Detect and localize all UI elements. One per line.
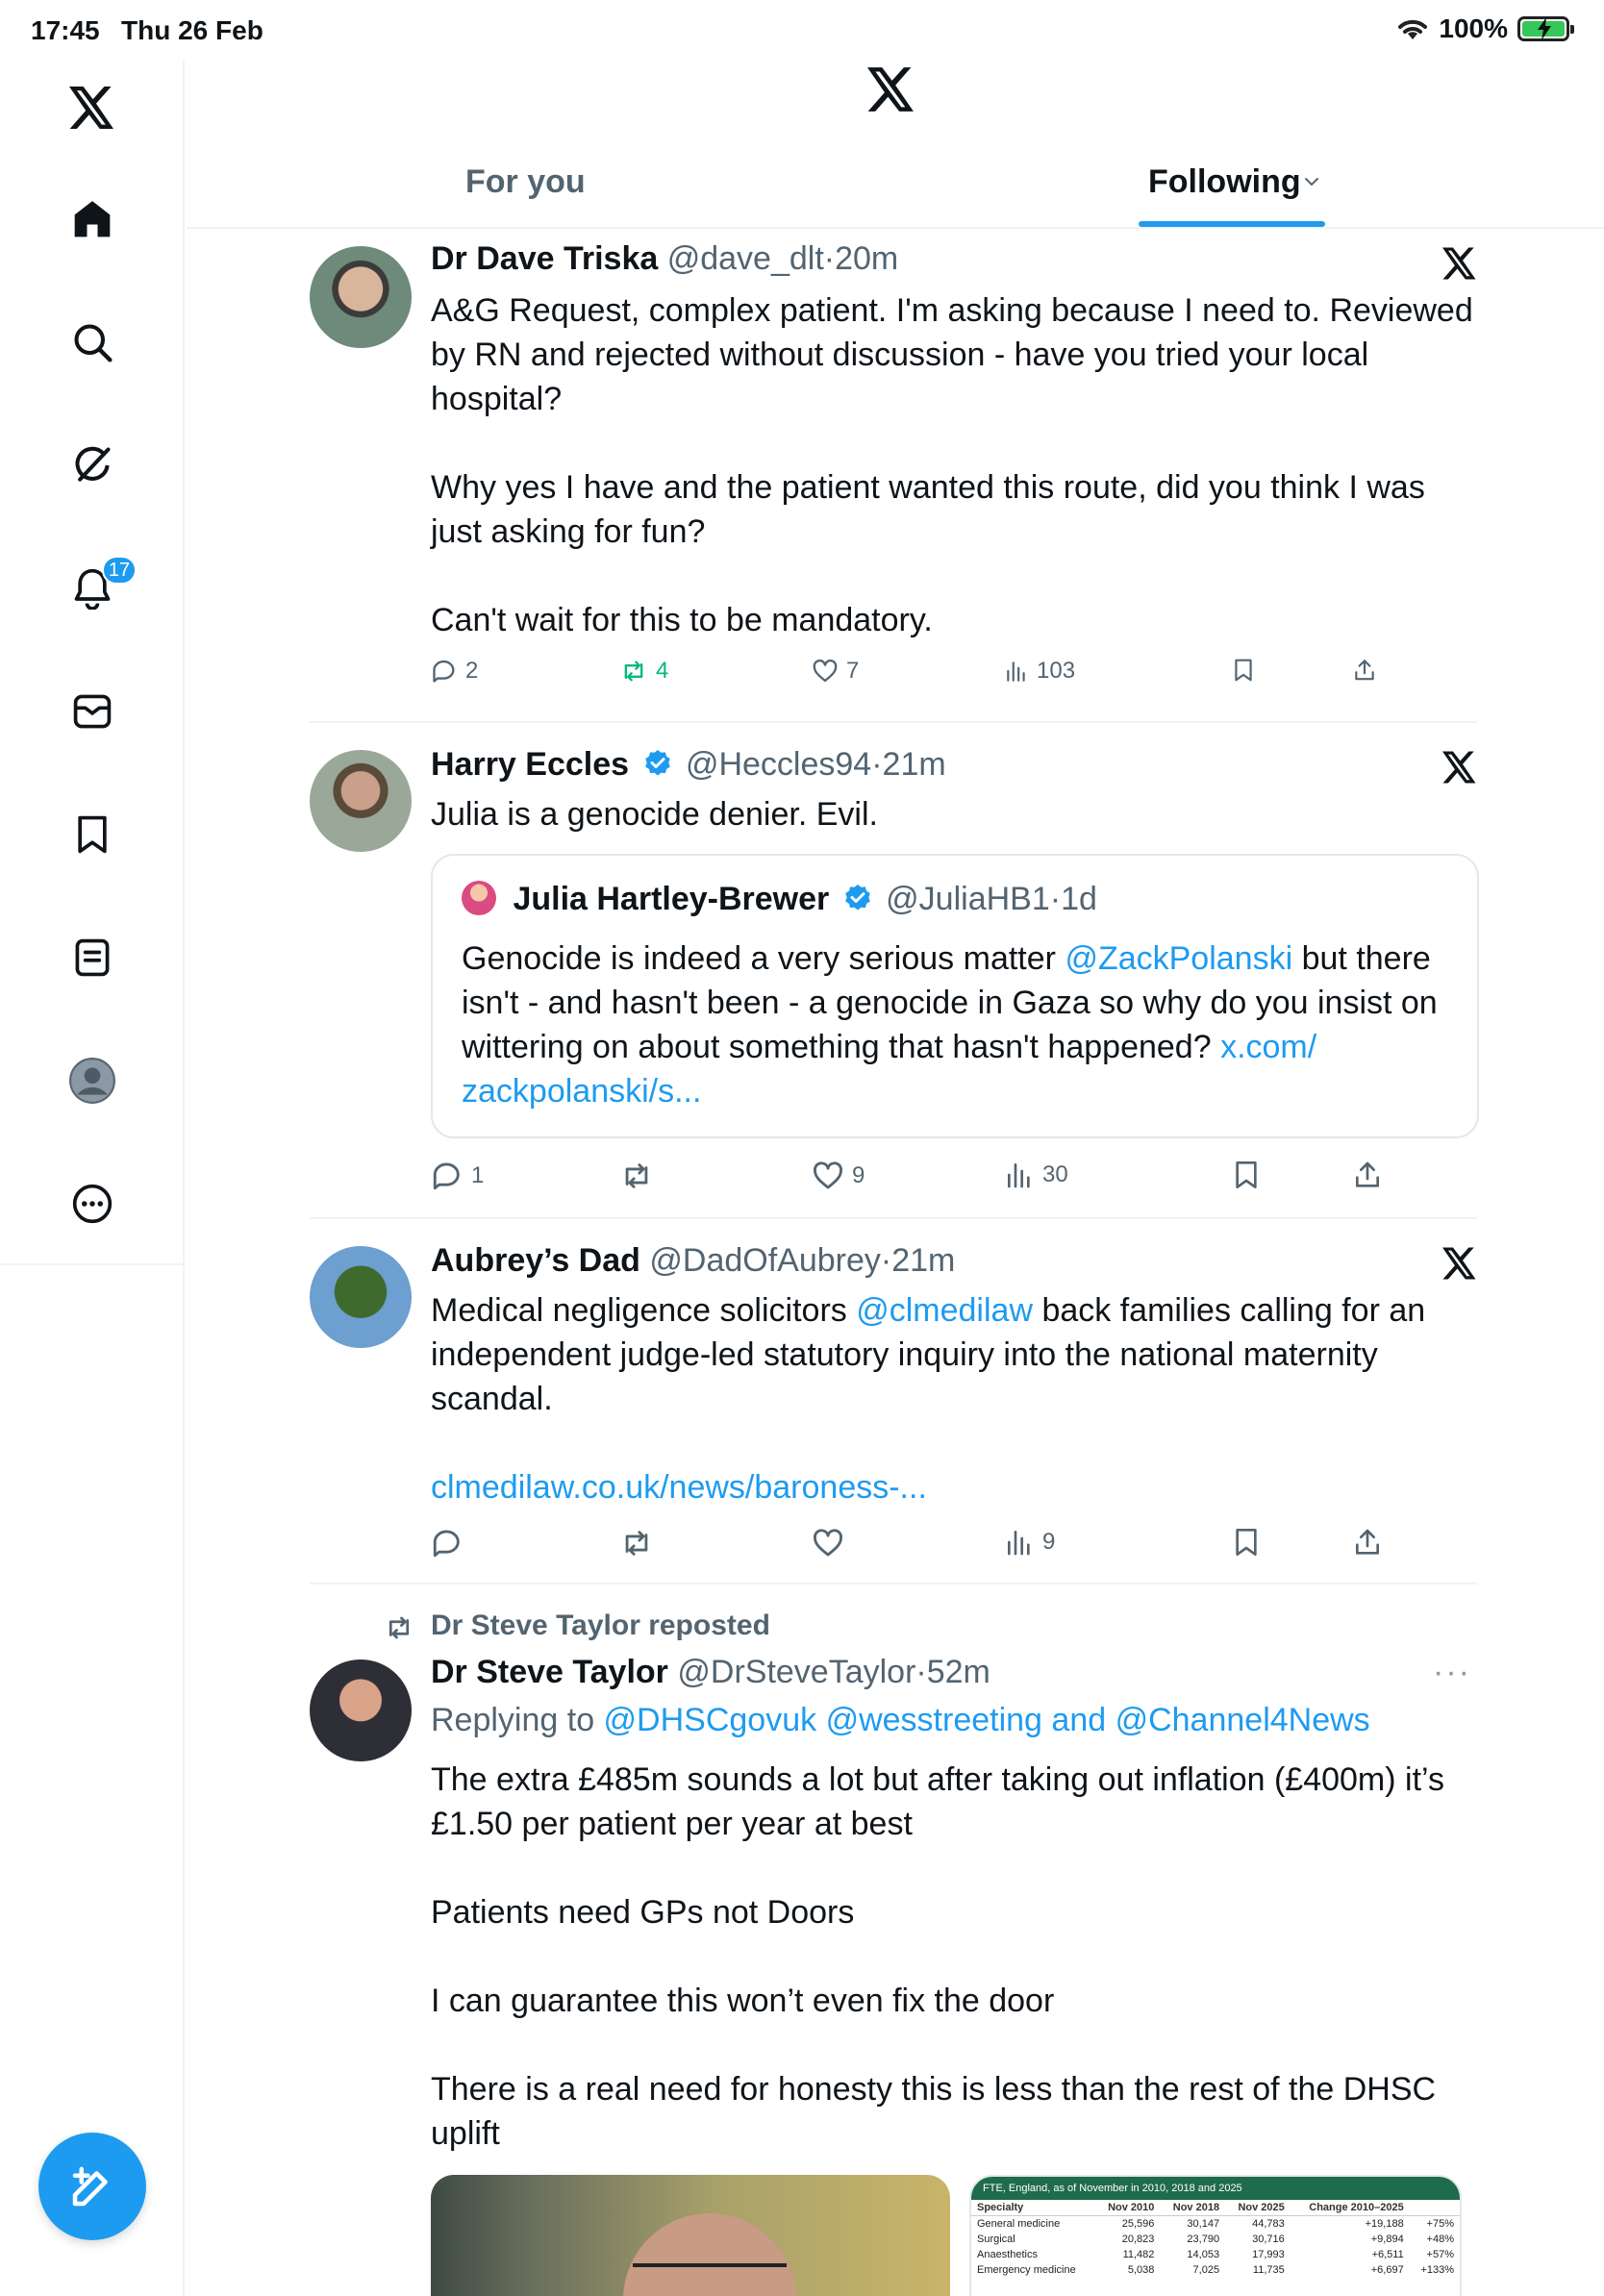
- like-button[interactable]: [812, 1160, 865, 1192]
- like-button[interactable]: [812, 1527, 844, 1560]
- table-cell: +75%: [1426, 2218, 1454, 2230]
- image-face: [623, 2213, 796, 2296]
- views-icon: [1004, 659, 1029, 684]
- bookmark-icon: [1231, 658, 1256, 683]
- views-count: 103: [1037, 658, 1076, 684]
- quoted-text-segment: Genocide is indeed a very serious matter: [462, 940, 1065, 977]
- author-handle[interactable]: @DrSteveTaylor: [677, 1654, 916, 1690]
- replying-to: [431, 1702, 1370, 1739]
- repost-button[interactable]: [619, 1527, 654, 1560]
- x-logo-icon[interactable]: [1442, 750, 1477, 785]
- url-link[interactable]: x.com/ zackpolanski/s...: [462, 1029, 1317, 1110]
- bookmark-button[interactable]: [1231, 658, 1256, 683]
- post-divider: [310, 1583, 1477, 1585]
- status-bar: [0, 0, 1604, 60]
- table-row: [971, 2262, 1460, 2278]
- replying-to-links[interactable]: @DHSCgovuk @wesstreeting and @Channel4News: [603, 1702, 1370, 1738]
- table-cell: 11,482: [1122, 2249, 1155, 2260]
- post-header: Harry Eccles @Heccles94·21m: [431, 746, 946, 783]
- table-cell: +133%: [1420, 2264, 1454, 2276]
- x-logo-icon[interactable]: [867, 67, 921, 121]
- quoted-author-handle[interactable]: @JuliaHB1: [886, 881, 1050, 917]
- text-segment: Medical negligence solicitors: [431, 1292, 857, 1329]
- quoted-post-text: [462, 936, 1452, 1113]
- author-handle[interactable]: @dave_dlt: [666, 240, 824, 277]
- bookmark-button[interactable]: [1231, 1527, 1262, 1558]
- table-header: Change 2010–2025: [1291, 2200, 1410, 2216]
- more-icon[interactable]: [62, 1173, 123, 1235]
- table-cell: +57%: [1426, 2249, 1454, 2260]
- table-cell: 5,038: [1127, 2264, 1155, 2276]
- table-cell: +6,697: [1370, 2264, 1404, 2276]
- data-table: [971, 2200, 1460, 2278]
- sidebar-divider: [0, 1263, 185, 1265]
- avatar[interactable]: [310, 1660, 412, 1761]
- mention-link[interactable]: @ZackPolanski: [1065, 940, 1293, 977]
- table-cell: 14,053: [1187, 2249, 1220, 2260]
- views-button[interactable]: [1004, 1527, 1055, 1558]
- repost-icon: [619, 658, 648, 685]
- share-button[interactable]: [1352, 1160, 1383, 1190]
- heart-icon: [812, 658, 839, 685]
- reply-button[interactable]: [431, 1160, 484, 1192]
- grok-icon[interactable]: [62, 435, 123, 496]
- table-header-row: [971, 2200, 1460, 2216]
- notifications-badge: 17: [102, 556, 137, 585]
- author-name[interactable]: Dr Dave Triska: [431, 240, 659, 277]
- avatar[interactable]: [310, 1246, 412, 1348]
- home-icon[interactable]: [62, 188, 123, 250]
- post-image-table[interactable]: [969, 2175, 1462, 2296]
- bookmark-icon: [1231, 1160, 1262, 1190]
- views-count: 9: [1042, 1529, 1056, 1555]
- post[interactable]: [310, 1229, 1477, 1585]
- repost-icon: [619, 1160, 654, 1192]
- table-cell: Emergency medicine: [977, 2264, 1076, 2276]
- share-icon: [1352, 658, 1377, 683]
- views-button[interactable]: [1004, 1160, 1068, 1190]
- wifi-icon: [1396, 16, 1429, 41]
- tab-following[interactable]: Following: [1148, 163, 1301, 200]
- avatar[interactable]: [310, 750, 412, 852]
- post-actions: [431, 1527, 1479, 1565]
- status-date: Thu 26 Feb: [121, 15, 263, 45]
- reply-icon: [431, 1527, 464, 1560]
- post[interactable]: [310, 229, 1477, 729]
- post-time[interactable]: 20m: [835, 240, 899, 277]
- table-cell: 7,025: [1192, 2264, 1220, 2276]
- table-cell: +9,894: [1370, 2234, 1404, 2245]
- share-button[interactable]: [1352, 658, 1377, 683]
- quoted-post-time: 1d: [1061, 881, 1097, 917]
- heart-icon: [812, 1160, 844, 1192]
- tab-for-you[interactable]: For you: [465, 163, 586, 200]
- table-cell: 25,596: [1121, 2218, 1155, 2230]
- views-count: 30: [1042, 1161, 1068, 1187]
- compose-button[interactable]: [38, 2133, 146, 2240]
- table-cell: 23,790: [1187, 2234, 1220, 2245]
- post-text: [431, 1288, 1479, 1421]
- post-text: A&G Request, complex patient. I'm asking because I need to. Reviewed by RN and rejected without discussion - have you tried your local hospital? Why yes I have and the patient wanted this route, did you think I was just asking for fun? Can't wait for this to be mandatory.: [431, 292, 1473, 638]
- repost-icon: [619, 1527, 654, 1560]
- battery-percent: 100%: [1439, 13, 1508, 43]
- x-logo-icon[interactable]: [62, 77, 123, 138]
- table-cell: 17,993: [1252, 2249, 1285, 2260]
- text-segment: back families calling for an independent judge-led statutory inquiry into the national maternity scandal.: [431, 1292, 1435, 1417]
- post-text: The extra £485m sounds a lot but after taking out inflation (£400m) it’s £1.50 per patient per year at best Patients need GPs not Doors I can guarantee this won’t even fix the door There is a real need for honesty this is less than the rest of the DHSC uplift: [431, 1761, 1444, 2152]
- like-count: 9: [852, 1162, 865, 1188]
- post-text: Julia is a genocide denier. Evil.: [431, 796, 878, 833]
- author-name[interactable]: Harry Eccles: [431, 746, 630, 783]
- table-row: [971, 2247, 1460, 2262]
- table-cell: 20,823: [1121, 2234, 1155, 2245]
- table-cell: 30,147: [1187, 2218, 1220, 2230]
- repost-icon: [383, 1613, 415, 1642]
- feed-tabs: [187, 144, 1604, 229]
- lists-icon[interactable]: [62, 927, 123, 988]
- author-handle[interactable]: @Heccles94: [685, 746, 872, 783]
- post-header: Aubrey’s Dad @DadOfAubrey·21m: [431, 1242, 956, 1279]
- post-actions: [431, 1160, 1479, 1198]
- views-icon: [1004, 1527, 1035, 1558]
- verified-badge-icon: [642, 748, 673, 779]
- status-right: [1396, 13, 1569, 44]
- chevron-down-icon[interactable]: [1302, 175, 1321, 188]
- reply-button[interactable]: [431, 1527, 464, 1560]
- active-tab-indicator: [1139, 221, 1325, 227]
- table-cell: 30,716: [1252, 2234, 1285, 2245]
- x-logo-icon[interactable]: [1442, 1246, 1477, 1281]
- post-image[interactable]: [431, 2175, 950, 2296]
- table-header: [1410, 2200, 1460, 2216]
- verified-badge-icon: [842, 883, 873, 913]
- author-name[interactable]: Aubrey’s Dad: [431, 1242, 640, 1279]
- repost-button[interactable]: [619, 1160, 654, 1192]
- post-time[interactable]: 21m: [891, 1242, 956, 1279]
- post-divider: [310, 721, 1477, 723]
- post-divider: [310, 1217, 1477, 1219]
- like-count: 7: [846, 658, 860, 684]
- table-row: [971, 2216, 1460, 2233]
- share-button[interactable]: [1352, 1527, 1383, 1558]
- table-title: FTE, England, as of November in 2010, 2018 and 2025: [971, 2177, 1460, 2200]
- mention-link[interactable]: @clmedilaw: [856, 1292, 1033, 1329]
- table-cell: 44,783: [1252, 2218, 1285, 2230]
- quoted-author-name[interactable]: Julia Hartley-Brewer: [513, 881, 830, 917]
- share-icon: [1352, 1527, 1383, 1558]
- table-cell: Surgical: [977, 2234, 1015, 2245]
- table-header: Nov 2025: [1225, 2200, 1291, 2216]
- more-options-icon[interactable]: ···: [1433, 1654, 1471, 1690]
- avatar[interactable]: [310, 246, 412, 348]
- reply-count: 2: [465, 658, 479, 684]
- table-cell: +19,188: [1365, 2218, 1404, 2230]
- notifications-icon[interactable]: [62, 558, 131, 619]
- quoted-post-header: Julia Hartley-Brewer @JuliaHB1·1d: [462, 881, 1097, 918]
- reply-count: 1: [471, 1162, 485, 1188]
- views-icon: [1004, 1160, 1035, 1190]
- share-icon: [1352, 1160, 1383, 1190]
- post-header: Dr Steve Taylor @DrSteveTaylor·52m: [431, 1654, 990, 1690]
- reply-button[interactable]: [431, 658, 478, 685]
- table-cell: Anaesthetics: [977, 2249, 1038, 2260]
- avatar[interactable]: [462, 881, 496, 915]
- table-cell: 11,735: [1252, 2264, 1285, 2276]
- post-header: Dr Dave Triska @dave_dlt·20m: [431, 240, 899, 277]
- like-button[interactable]: [812, 658, 859, 685]
- repost-count: 4: [656, 658, 669, 684]
- table-header: Specialty: [971, 2200, 1095, 2216]
- heart-icon: [812, 1527, 844, 1560]
- messages-icon[interactable]: [62, 681, 123, 742]
- author-handle[interactable]: @DadOfAubrey: [649, 1242, 881, 1279]
- bookmarks-icon[interactable]: [62, 804, 123, 865]
- table-cell: +48%: [1426, 2234, 1454, 2245]
- repost-button[interactable]: [619, 658, 668, 685]
- repost-label[interactable]: Dr Steve Taylor reposted: [431, 1610, 770, 1641]
- x-logo-icon[interactable]: [1442, 246, 1477, 281]
- profile-avatar[interactable]: [62, 1050, 123, 1111]
- battery-icon: [1517, 16, 1569, 41]
- author-name[interactable]: Dr Steve Taylor: [431, 1654, 668, 1690]
- search-icon[interactable]: [62, 312, 123, 373]
- quoted-post[interactable]: [431, 854, 1479, 1138]
- post[interactable]: [310, 733, 1477, 1213]
- compose-icon: [66, 2160, 118, 2212]
- reply-icon: [431, 658, 458, 685]
- views-button[interactable]: [1004, 658, 1075, 685]
- sidebar: [0, 60, 185, 2296]
- url-link[interactable]: clmedilaw.co.uk/news/baroness-...: [431, 1469, 927, 1506]
- reply-icon: [431, 1160, 464, 1192]
- post-actions: [431, 658, 1479, 696]
- status-time: 17:45: [31, 15, 100, 45]
- image-glasses: [633, 2263, 787, 2283]
- post-time[interactable]: 21m: [882, 746, 946, 783]
- quoted-text-segment: but there isn't - and hasn't been - a genocide in Gaza so why do you insist on wittering on about something that hasn't happened?: [462, 940, 1447, 1065]
- table-cell: +6,511: [1371, 2249, 1404, 2260]
- post-time[interactable]: 52m: [926, 1654, 990, 1690]
- replying-label: Replying to: [431, 1702, 604, 1738]
- table-row: [971, 2232, 1460, 2247]
- bookmark-icon: [1231, 1527, 1262, 1558]
- table-header: Nov 2010: [1095, 2200, 1161, 2216]
- table-header: Nov 2018: [1160, 2200, 1225, 2216]
- table-cell: General medicine: [977, 2218, 1061, 2230]
- bookmark-button[interactable]: [1231, 1160, 1262, 1190]
